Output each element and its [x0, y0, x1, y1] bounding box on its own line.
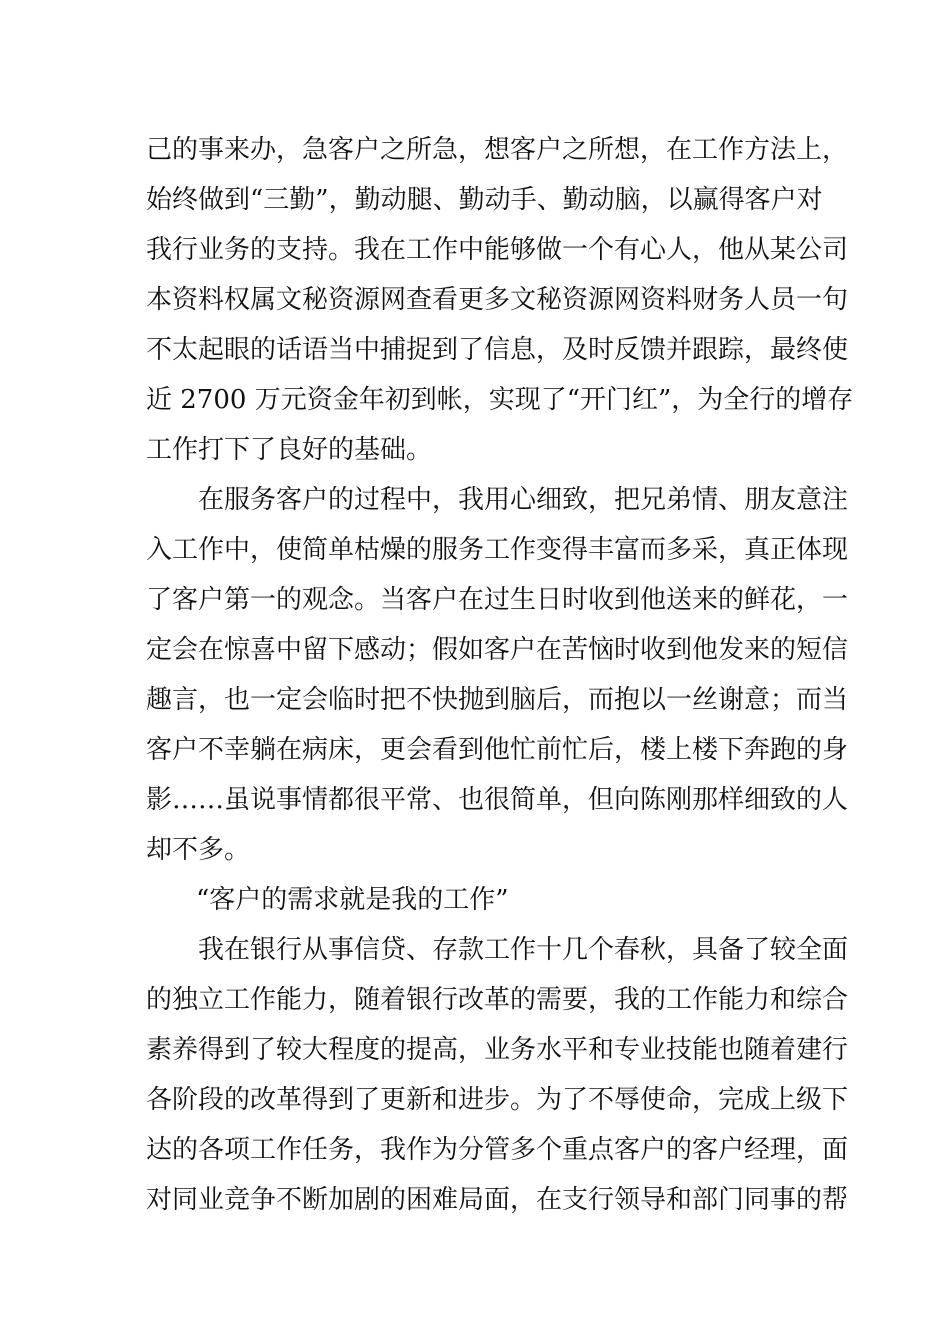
paragraph-line: 在服务客户的过程中，我用心细致，把兄弟情、朋友意注 — [198, 485, 849, 515]
paragraph-line: 客户不幸躺在病床，更会看到他忙前忙后，楼上楼下奔跑的身 — [146, 735, 849, 765]
paragraph-line: 各阶段的改革得到了更新和进步。为了不辱使命，完成上级下 — [146, 1085, 849, 1115]
paragraph-line: 己的事来办，急客户之所急，想客户之所想，在工作方法上， — [146, 135, 849, 165]
paragraph-line: 的独立工作能力，随着银行改革的需要，我的工作能力和综合 — [146, 985, 849, 1015]
paragraph-line: 趣言，也一定会临时把不快抛到脑后，而抱以一丝谢意；而当 — [146, 685, 849, 715]
paragraph-line: 不太起眼的话语当中捕捉到了信息，及时反馈并跟踪，最终使 — [146, 335, 849, 365]
paragraph-line: 定会在惊喜中留下感动；假如客户在苦恼时收到他发来的短信 — [146, 635, 849, 665]
paragraph-line: 本资料权属文秘资源网查看更多文秘资源网资料财务人员一句 — [146, 285, 849, 315]
paragraph-line: 近 2700 万元资金年初到帐，实现了“开门红”，为全行的增存 — [146, 385, 854, 415]
section-heading: “客户的需求就是我的工作” — [196, 885, 509, 915]
paragraph-line: 达的各项工作任务，我作为分管多个重点客户的客户经理，面 — [146, 1135, 849, 1165]
paragraph-line: 影……虽说事情都很平常、也很简单，但向陈刚那样细致的人 — [146, 785, 849, 815]
paragraph-line: 我在银行从事信贷、存款工作十几个春秋，具备了较全面 — [198, 935, 849, 965]
paragraph-line: 工作打下了良好的基础。 — [146, 435, 433, 465]
paragraph-line: 了客户第一的观念。当客户在过生日时收到他送来的鲜花，一 — [146, 585, 849, 615]
paragraph-line: 素养得到了较大程度的提高，业务水平和专业技能也随着建行 — [146, 1035, 849, 1065]
paragraph-line: 我行业务的支持。我在工作中能够做一个有心人，他从某公司 — [146, 235, 849, 265]
paragraph-line: 对同业竞争不断加剧的困难局面，在支行领导和部门同事的帮 — [146, 1185, 849, 1215]
paragraph-line: 却不多。 — [146, 835, 251, 865]
paragraph-line: 入工作中，使简单枯燥的服务工作变得丰富而多采，真正体现 — [146, 535, 849, 565]
paragraph-line: 始终做到“三勤”，勤动腿、勤动手、勤动脑，以赢得客户对 — [146, 185, 823, 215]
